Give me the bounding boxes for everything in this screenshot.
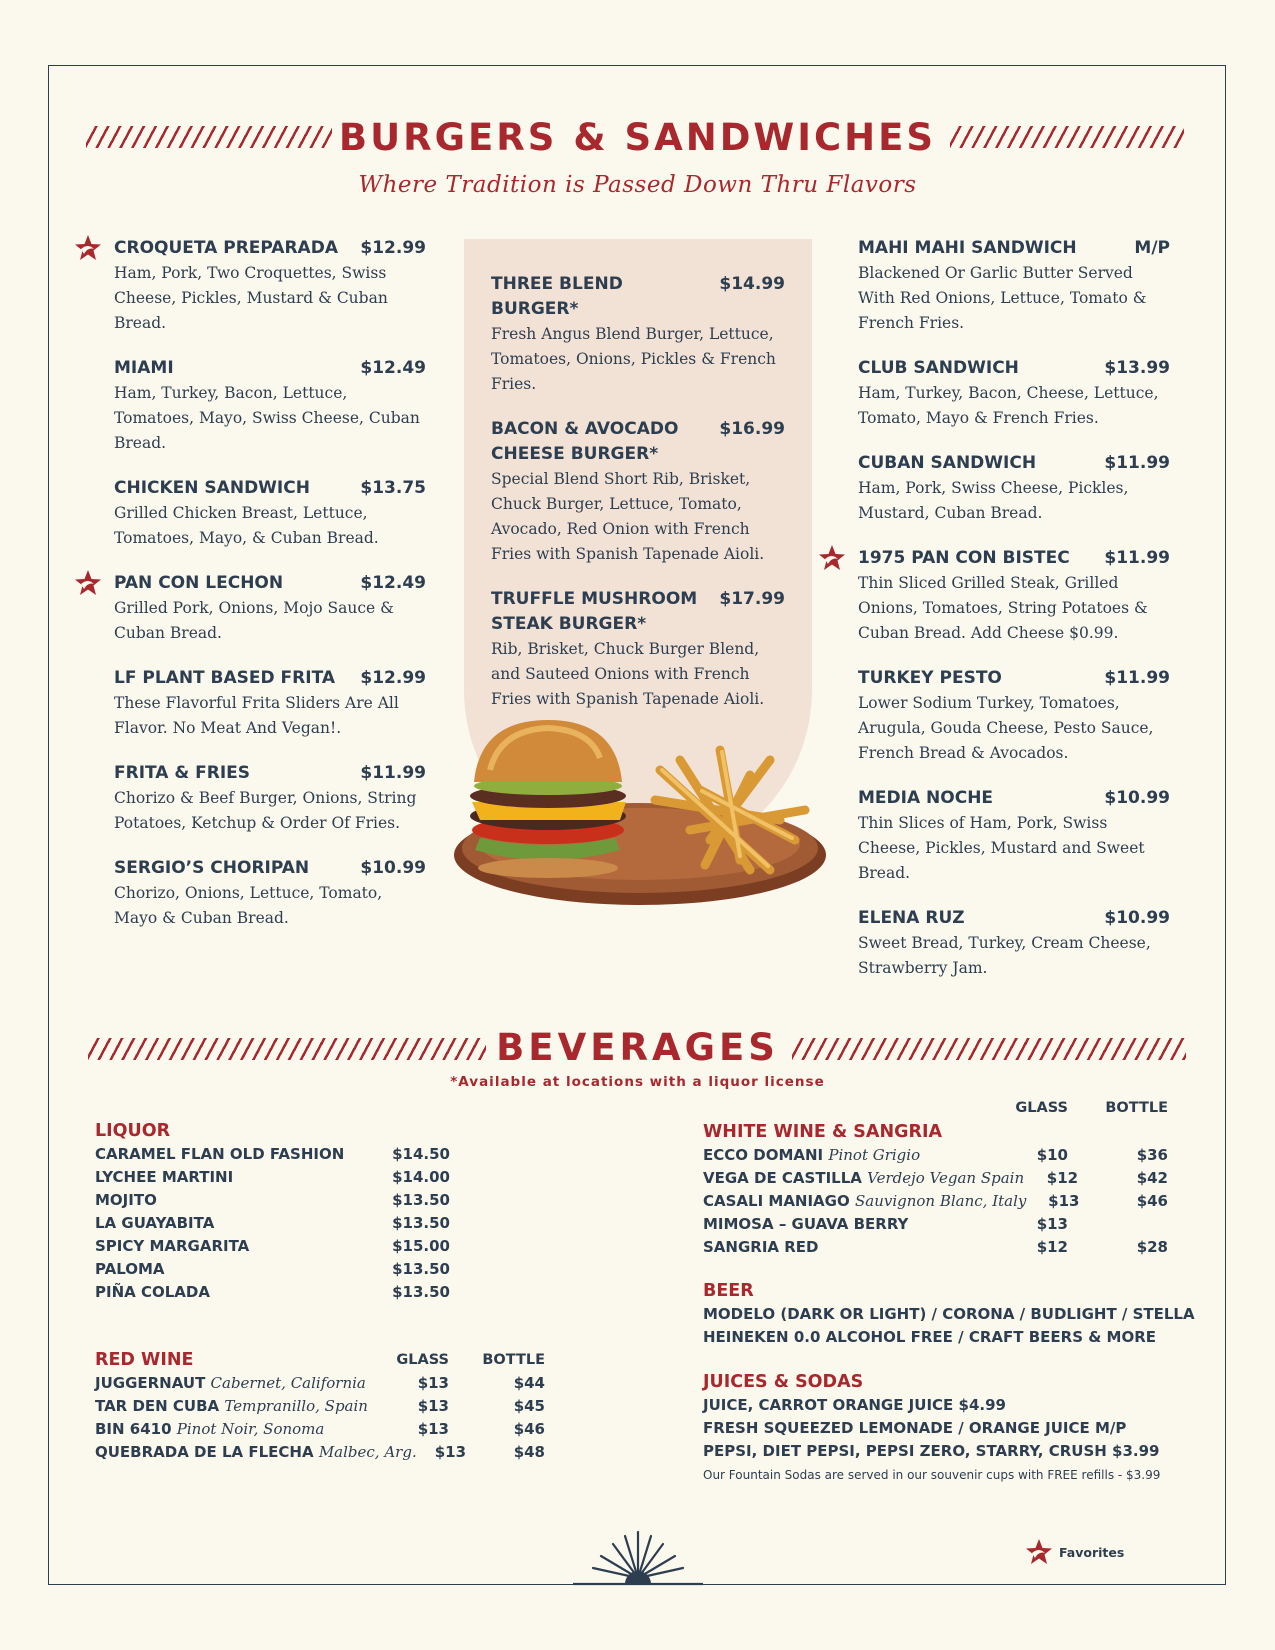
liquor-title: LIQUOR (95, 1121, 171, 1141)
drink-price: $15.00 (392, 1237, 450, 1255)
wine-row (95, 1372, 545, 1395)
white-wine-section (703, 1097, 1168, 1259)
menu-column-right (858, 236, 1170, 981)
menu-item-price: $17.99 (719, 589, 785, 609)
menu-item-price: $10.99 (1104, 788, 1170, 808)
wine-name: QUEBRADA DE LA FLECHA (95, 1443, 314, 1461)
menu-item-price: $13.99 (1104, 358, 1170, 378)
wine-detail: Verdejo Vegan Spain (867, 1169, 1025, 1187)
menu-item-description: Rib, Brisket, Chuck Burger Blend, and Sauteed Onions with French Fries with Spanish Tapenade Aioli. (491, 640, 765, 708)
menu-item-price: $14.99 (719, 274, 785, 294)
glass-price: $13 (1036, 1215, 1068, 1233)
wine-row (95, 1418, 545, 1441)
menu-item-description: Grilled Pork, Onions, Mojo Sauce & Cuban Bread. (114, 599, 394, 642)
wine-row (95, 1395, 545, 1418)
wine-name: MIMOSA – GUAVA BERRY (703, 1215, 909, 1233)
favorite-star-icon (1025, 1538, 1053, 1566)
menu-item-description: Chorizo, Onions, Lettuce, Tomato, Mayo & Cuban Bread. (114, 884, 383, 927)
wine-detail: Pinot Grigio (828, 1146, 921, 1164)
menu-item-name: ELENA RUZ (858, 908, 965, 928)
menu-item-name: MEDIA NOCHE (858, 788, 994, 808)
menu-item-price: $10.99 (1104, 908, 1170, 928)
wine-name: BIN 6410 (95, 1420, 172, 1438)
menu-item (114, 476, 426, 551)
menu-item-name: THREE BLEND BURGER* (491, 274, 623, 319)
menu-item-price: $12.99 (360, 238, 426, 258)
bottle-price: $28 (1136, 1238, 1168, 1256)
juices-title: JUICES & SODAS (703, 1372, 864, 1392)
favorite-star-icon (818, 544, 846, 572)
beverages-title: BEVERAGES (496, 1026, 779, 1069)
wine-detail: Sauvignon Blanc, Italy (854, 1192, 1027, 1210)
liquor-row (95, 1281, 450, 1304)
menu-item-name: CUBAN SANDWICH (858, 453, 1037, 473)
drink-price: $14.00 (392, 1168, 450, 1186)
beer-section (703, 1279, 1195, 1349)
bottle-header: BOTTLE (1105, 1100, 1168, 1116)
drink-name: SPICY MARGARITA (95, 1237, 250, 1255)
wine-row (703, 1236, 1168, 1259)
wine-name: JUGGERNAUT (95, 1374, 206, 1392)
wine-name: TAR DEN CUBA (95, 1397, 220, 1415)
drink-name: LA GUAYABITA (95, 1214, 215, 1232)
menu-item-description: Thin Sliced Grilled Steak, Grilled Onions, Tomatoes, String Potatoes & Cuban Bread. Add Cheese $0.99. (858, 574, 1148, 642)
menu-item-description: Sweet Bread, Turkey, Cream Cheese, Strawberry Jam. (858, 934, 1151, 977)
menu-item (114, 356, 426, 456)
juice-line: FRESH SQUEEZED LEMONADE / ORANGE JUICE M/P (703, 1419, 1127, 1437)
burgers-title: BURGERS & SANDWICHES (338, 116, 937, 159)
glass-price: $12 (1046, 1169, 1079, 1187)
menu-item (114, 666, 426, 741)
glass-header: GLASS (1015, 1100, 1068, 1116)
liquor-row (95, 1212, 450, 1235)
drink-name: MOJITO (95, 1191, 157, 1209)
menu-item-name: 1975 PAN CON BISTEC (858, 548, 1070, 568)
wine-detail: Malbec, Arg. (318, 1443, 417, 1461)
wine-row (703, 1167, 1168, 1190)
wine-detail: Pinot Noir, Sonoma (176, 1420, 325, 1438)
drink-name: PIÑA COLADA (95, 1283, 210, 1301)
glass-price: $13 (1048, 1192, 1080, 1210)
wine-row (703, 1144, 1168, 1167)
menu-item-name: CHICKEN SANDWICH (114, 478, 310, 498)
menu-item-description: Ham, Turkey, Bacon, Cheese, Lettuce, Tomato, Mayo & French Fries. (858, 384, 1159, 427)
menu-item-price: $11.99 (1104, 453, 1170, 473)
burgers-tagline: Where Tradition is Passed Down Thru Flavors (358, 172, 917, 198)
menu-item (858, 451, 1170, 526)
glass-price: $13 (417, 1397, 449, 1415)
wine-row (703, 1190, 1168, 1213)
menu-item-description: Ham, Pork, Swiss Cheese, Pickles, Mustard, Cuban Bread. (858, 479, 1129, 522)
drink-price: $13.50 (392, 1191, 450, 1209)
menu-item-name: TRUFFLE MUSHROOM STEAK BURGER* (491, 589, 698, 634)
bottle-price: $45 (513, 1397, 545, 1415)
menu-item-name: FRITA & FRIES (114, 763, 251, 783)
menu-item-name: BACON & AVOCADO CHEESE BURGER* (491, 419, 679, 464)
menu-item-name: PAN CON LECHON (114, 573, 284, 593)
burger-and-fries-image (450, 720, 830, 910)
drink-price: $13.50 (392, 1214, 450, 1232)
menu-item (491, 417, 785, 567)
menu-item (858, 666, 1170, 766)
liquor-license-note: *Available at locations with a liquor license (450, 1074, 825, 1090)
liquor-row (95, 1258, 450, 1281)
menu-item-name: LF PLANT BASED FRITA (114, 668, 336, 688)
liquor-row (95, 1143, 450, 1166)
menu-item (114, 856, 426, 931)
red-wine-title: RED WINE (95, 1350, 194, 1370)
menu-item-price: $16.99 (719, 419, 785, 439)
liquor-row (95, 1166, 450, 1189)
beer-line: MODELO (DARK OR LIGHT) / CORONA / BUDLIGHT / STELLA (703, 1305, 1195, 1323)
liquor-section (95, 1119, 450, 1304)
menu-item-description: Grilled Chicken Breast, Lettuce, Tomatoes, Mayo, & Cuban Bread. (114, 504, 379, 547)
drink-price: $14.50 (392, 1145, 450, 1163)
drink-price: $13.50 (392, 1260, 450, 1278)
menu-item-price: $10.99 (360, 858, 426, 878)
bottle-price: $42 (1136, 1169, 1168, 1187)
menu-item-description: Fresh Angus Blend Burger, Lettuce, Tomatoes, Onions, Pickles & French Fries. (491, 325, 776, 393)
menu-item-price: $11.99 (1104, 548, 1170, 568)
wine-name: ECCO DOMANI (703, 1146, 824, 1164)
wine-name: SANGRIA RED (703, 1238, 819, 1256)
menu-item-name: MAHI MAHI SANDWICH (858, 238, 1077, 258)
menu-item-name: SERGIO’S CHORIPAN (114, 858, 310, 878)
liquor-row (95, 1235, 450, 1258)
bottle-price: $48 (513, 1443, 545, 1461)
menu-item (491, 587, 785, 712)
liquor-row (95, 1189, 450, 1212)
wine-detail: Tempranillo, Spain (224, 1397, 368, 1415)
menu-item-price: M/P (1134, 238, 1170, 258)
menu-item-price: $12.99 (360, 668, 426, 688)
menu-item (114, 761, 426, 836)
drink-name: PALOMA (95, 1260, 165, 1278)
menu-item-description: Chorizo & Beef Burger, Onions, String Potatoes, Ketchup & Order Of Fries. (114, 789, 417, 832)
bottle-price: $36 (1136, 1146, 1168, 1164)
juices-section (703, 1370, 1183, 1485)
wine-row (703, 1213, 1168, 1236)
drink-name: CARAMEL FLAN OLD FASHION (95, 1145, 345, 1163)
menu-column-center (491, 272, 785, 712)
menu-item-name: MIAMI (114, 358, 174, 378)
menu-item (858, 906, 1170, 981)
menu-item-description: Ham, Turkey, Bacon, Lettuce, Tomatoes, Mayo, Swiss Cheese, Cuban Bread. (114, 384, 420, 452)
menu-item (858, 356, 1170, 431)
menu-item (858, 786, 1170, 886)
menu-item-price: $12.49 (360, 573, 426, 593)
favorites-label: Favorites (1059, 1544, 1125, 1560)
beer-line: HEINEKEN 0.0 ALCOHOL FREE / CRAFT BEERS & MORE (703, 1328, 1156, 1346)
menu-item-description: Special Blend Short Rib, Brisket, Chuck Burger, Lettuce, Tomato, Avocado, Red Onion with French Fries with Spanish Tapenade Aioli. (491, 470, 765, 563)
wine-name: CASALI MANIAGO (703, 1192, 850, 1210)
juice-line: PEPSI, DIET PEPSI, PEPSI ZERO, STARRY, CRUSH $3.99 (703, 1442, 1160, 1460)
drink-price: $13.50 (392, 1283, 450, 1301)
menu-item-price: $11.99 (360, 763, 426, 783)
menu-item-price: $13.75 (360, 478, 426, 498)
menu-item-description: Ham, Pork, Two Croquettes, Swiss Cheese, Pickles, Mustard & Cuban Bread. (114, 264, 388, 332)
bottle-price: $44 (513, 1374, 545, 1392)
glass-price: $13 (417, 1420, 449, 1438)
red-wine-section (95, 1348, 545, 1464)
glass-price: $13 (434, 1443, 467, 1461)
bottle-price (1068, 1213, 1168, 1236)
bottle-price: $46 (1136, 1192, 1168, 1210)
sunburst-ornament (573, 1528, 703, 1586)
menu-item-name: TURKEY PESTO (858, 668, 1002, 688)
favorite-star-icon (74, 569, 102, 597)
menu-item-description: Blackened Or Garlic Butter Served With Red Onions, Lettuce, Tomato & French Fries. (858, 264, 1147, 332)
menu-item (491, 272, 785, 397)
menu-item-description: These Flavorful Frita Sliders Are All Flavor. No Meat And Vegan!. (114, 694, 399, 737)
menu-item-name: CLUB SANDWICH (858, 358, 1019, 378)
beer-title: BEER (703, 1281, 754, 1301)
bottle-price: $46 (513, 1420, 545, 1438)
menu-item (114, 236, 426, 336)
menu-item (114, 571, 426, 646)
menu-item-price: $12.49 (360, 358, 426, 378)
wine-name: VEGA DE CASTILLA (703, 1169, 862, 1187)
glass-header: GLASS (396, 1352, 449, 1368)
menu-item (858, 236, 1170, 336)
glass-price: $10 (1036, 1146, 1068, 1164)
juice-line: JUICE, CARROT ORANGE JUICE $4.99 (703, 1396, 1006, 1414)
favorite-star-icon (74, 234, 102, 262)
menu-item (858, 546, 1170, 646)
glass-price: $13 (417, 1374, 449, 1392)
drink-name: LYCHEE MARTINI (95, 1168, 234, 1186)
favorites-legend (1025, 1538, 1124, 1566)
menu-item-price: $11.99 (1104, 668, 1170, 688)
fountain-soda-note: Our Fountain Sodas are served in our souvenir cups with FREE refills - $3.99 (703, 1468, 1161, 1482)
bottle-header: BOTTLE (482, 1352, 545, 1368)
menu-item-name: CROQUETA PREPARADA (114, 238, 338, 258)
wine-row (95, 1441, 545, 1464)
menu-column-left (114, 236, 426, 931)
menu-item-description: Thin Slices of Ham, Pork, Swiss Cheese, Pickles, Mustard and Sweet Bread. (858, 814, 1145, 882)
white-wine-title: WHITE WINE & SANGRIA (703, 1122, 942, 1142)
wine-detail: Cabernet, California (210, 1374, 366, 1392)
glass-price: $12 (1036, 1238, 1068, 1256)
menu-item-description: Lower Sodium Turkey, Tomatoes, Arugula, Gouda Cheese, Pesto Sauce, French Bread & Avocados. (858, 694, 1154, 762)
